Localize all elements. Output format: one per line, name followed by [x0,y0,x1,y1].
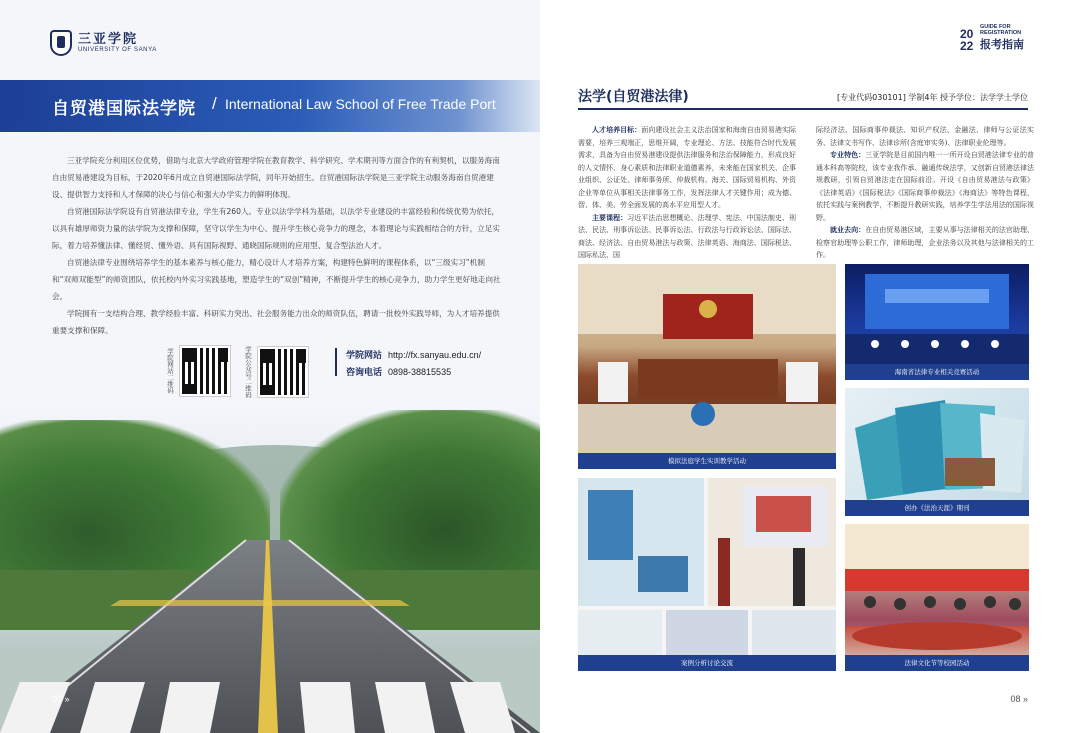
guide-chinese: 报考指南 [980,38,1024,51]
right-page [540,0,1080,733]
features-text: 三亚学院是目前国内唯一一所开设自贸港法律专业的普通本科高等院校，该专业我作承、融通传统法学，又创新自贸港法律法规教研，引领自贸港法走在国际前沿。开设《自由贸易港法与政策》《法律英语》《国际税法》《国际商事仲裁法》《海商法》等特色课程，依托实践与案例教学，不断提升教研实践，培养学生学法用法的国际视野。 [816,151,1035,222]
website-qr-block [166,346,230,396]
intro-paragraph: 自贸港国际法学院设有自贸港法律专业，学生有260人。专业以法学学科为基础，以法学专业建设的丰富经验和传统优势为依托，以具有雄厚师资力量的法学院为支撑和保障，坚守以学生为中心、提升学生核心竞争力的理念，本着理论与实践相结合的方针，立足实际，着力培养懂法律、懂经贸、懂外语、具有国际视野、通晓国际规则的应用型、复合型法治人才。 [52,207,501,250]
phone-label: 咨询电话 [346,368,383,378]
competition-illustration [845,264,1029,380]
website-qr-code[interactable] [180,346,230,396]
website-qr-label: 学院网站二维码 [166,348,174,394]
road-illustration [0,400,540,733]
major-description-column-2 [816,124,1034,262]
mock-court-illustration [578,264,836,469]
major-description-column-1 [578,124,796,262]
website-label: 学院网站 [346,351,383,361]
logo-chinese-name: 三亚学院 [78,32,139,48]
website-link[interactable]: http://fx.sanyau.edu.cn/ [388,350,482,360]
title-separator: / [212,94,217,113]
guide-english: GUIDE FOR REGISTRATION [980,24,1022,36]
courses-label: 主要课程： [592,213,628,222]
training-goal-label: 人才培养目标： [592,126,642,134]
case-analysis-caption: 案例分析讨论交流 [578,655,836,671]
major-title: 法学(自贸港法律) [578,89,689,105]
journal-caption: 创办《法治天涯》期刊 [845,500,1029,516]
school-title-chinese: 自贸港国际法学院 [52,99,196,119]
contact-divider [335,348,337,376]
courses-continued-text: 际经济法、国际商事仲裁法、知识产权法、金融法、律师与公证法实务、法律文书写作、法律诊所(含庭审实务)、法律职业伦理等。 [816,126,1034,147]
university-emblem-icon [50,30,72,56]
major-meta: [专业代码030101] 学制4年 授予学位：法学学士学位 [837,93,1028,102]
title-underline [578,108,1028,110]
wechat-qr-block [244,346,308,398]
guide-year-bottom: 22 [960,39,974,53]
intro-paragraph: 三亚学院充分利用区位优势，借助与北京大学政府管理学院在教育教学、科学研究、学术期刊等方面合作的有利契机，以服务海南自由贸易港建设为目标，于2020年6月成立自贸港国际法学院，同年开始招生。自贸港国际法学院是三亚学院主动服务海南自贸港建设、提供智力支持和人才保障的决心与信心和强大办学实力的鲜明体现。 [52,156,500,199]
logo-english-name: UNIVERSITY OF SANYA [78,46,157,53]
case-analysis-photo [578,478,836,671]
contact-info [346,347,481,381]
school-title-band [0,80,540,132]
intro-paragraph: 学院拥有一支结构合理、教学经验丰富、科研实力突出、社会服务能力出众的师资队伍，聘请一批校外实践导师，为人才培养提供重要支撑和保障。 [52,309,500,335]
culture-festival-caption: 法律文化节等校园活动 [845,655,1029,671]
university-logo [50,30,157,56]
registration-guide-badge [960,24,1028,52]
phone-number: 0898-38815535 [388,367,452,377]
wechat-qr-label: 学院公众号二维码 [244,346,252,398]
features-label: 专业特色： [830,151,866,159]
case-analysis-illustration [578,478,836,671]
courses-text: 习近平法治思想概论、法理学、宪法、中国法制史、刑法、民法、刑事诉讼法、民事诉讼法、行政法与行政诉讼法、国际法、商法、经济法、自由贸易港法与政策、法律英语、海商法、国际税法、国际私法、国 [578,213,797,259]
mock-court-caption: 模拟法庭学生实训教学活动 [578,453,836,469]
school-title-english: International Law School of Free Trade Port [225,96,496,112]
employment-text: 在自由贸易港区域，主要从事与法律相关的法官助理、检察官助理等公职工作，律师助理，企业法务以及其他与法律相关的工作。 [816,226,1035,259]
journal-illustration [845,388,1029,516]
journal-photo [845,388,1029,516]
culture-festival-illustration [845,524,1029,671]
training-goal-text: 面向建设社会主义法治国家和海南自由贸易港实际需要，培养三观端正，思维开阔，专业理论、方法、技能符合时代发展需求，具备为自由贸易港建设提供法律服务和法治保障能力，形成良好的人文情怀、身心素质和法律职业道德素养，未来能在国家机关、企事业组织、公证处、律师事务所、仲裁机构、海关、国际贸易机构、外资企业等单位从事相关法律事务工作，发挥法律人才关键作用；成为德、智、体、美、劳全面发展的高水平应用型人才。 [578,126,796,209]
guide-year-top: 20 [960,27,974,41]
page-number-right: 08 » [1010,694,1028,704]
page-number-left: 07 » [52,694,70,704]
school-introduction [52,152,504,339]
mock-court-photo [578,264,836,469]
culture-festival-photo [845,524,1029,671]
competition-caption: 海南省法律专业相关竞赛活动 [845,364,1029,380]
competition-photo [845,264,1029,380]
employment-label: 就业去向： [830,226,866,234]
campus-road-photo [0,400,540,733]
wechat-qr-code[interactable] [258,347,308,397]
intro-paragraph: 自贸港法律专业围绕培养学生的基本素养与核心能力，精心设计人才培养方案，构建特色鲜明的课程体系，以“三级实习”机制和“双师双能型”的师资团队，依托校内外实习实践基地，塑造学生的“双创”精神，不断提升学生的核心竞争力，助力学生更好地走向社会。 [52,258,501,301]
